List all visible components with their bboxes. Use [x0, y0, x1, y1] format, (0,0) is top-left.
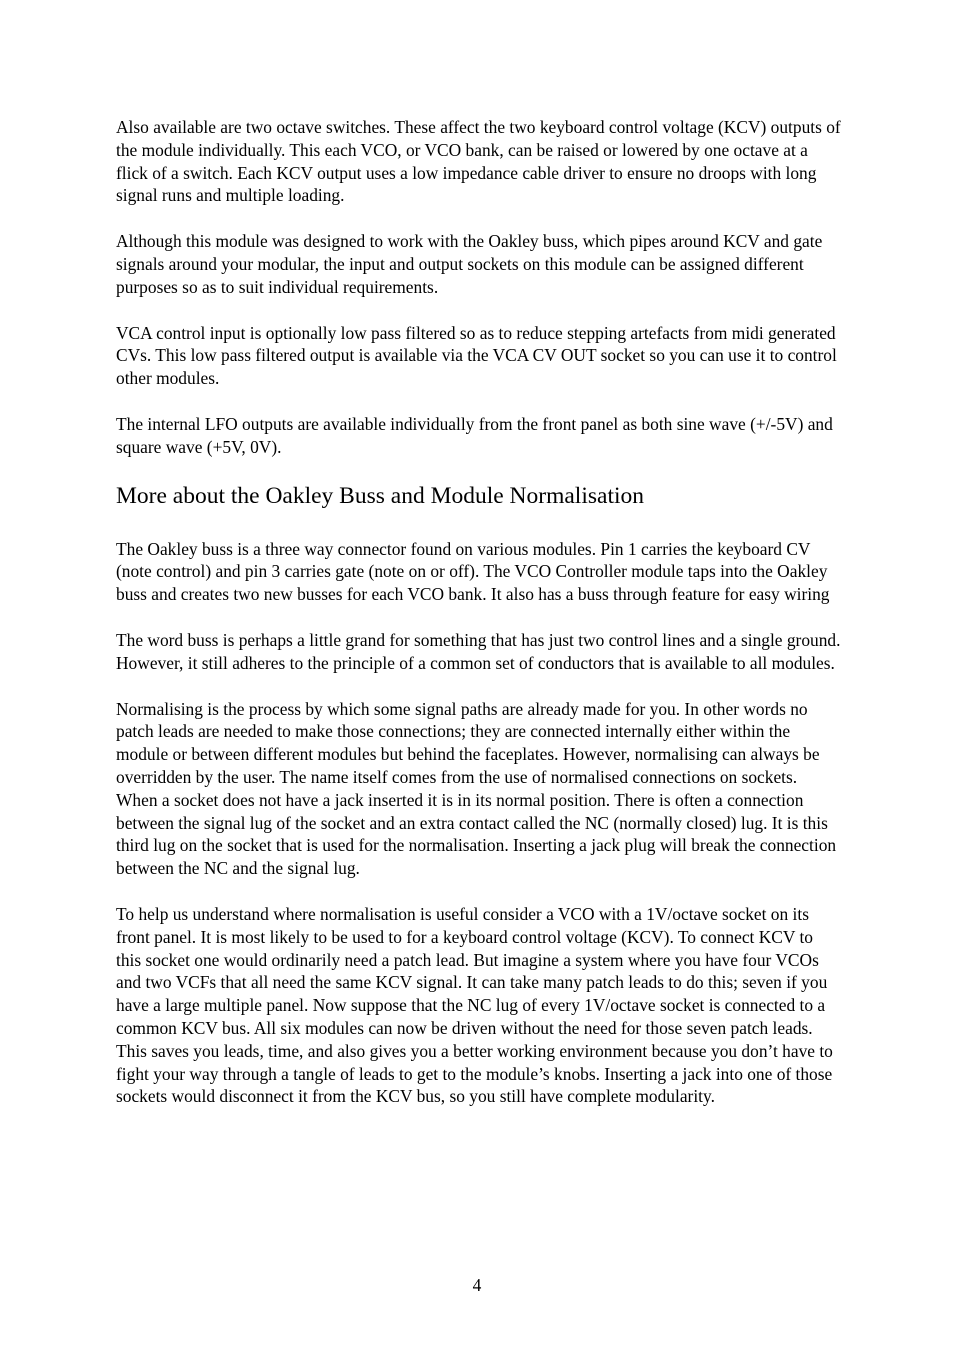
paragraph-normalisation-example: To help us understand where normalisation is useful consider a VCO with a 1V/octave socket on its front panel. It is most likely to be used to for a keyboard control voltage (KCV). To connect KCV to this socket one would ordinarily need a patch lead. But imagine a system where you have four VCOs and two VCFs that all need the same KCV signal. It can take many patch leads to do this; seven if you have a large multiple panel. Now suppose that the NC lug of every 1V/octave socket is connected to a common KCV bus. All six modules can now be driven without the need for those seven patch leads. This saves you leads, time, and also gives you a better working environment because you don’t have to fight your way through a tangle of leads to get to the module’s knobs. Inserting a jack into one of those sockets would disconnect it from the KCV bus, so you still have complete modularity. [116, 903, 833, 1107]
paragraph-oakley-buss-design: Although this module was designed to work with the Oakley buss, which pipes around KCV and gate signals around your modular, the input and output sockets on this module can be assigned different purposes so as to suit individual requirements. [116, 231, 823, 297]
paragraph-word-buss: The word buss is perhaps a little grand for something that has just two control lines and a single ground. However, it still adheres to the principle of a common set of conductors that is available to all modules. [116, 629, 841, 673]
paragraph-octave-switches: Also available are two octave switches. These affect the two keyboard control voltage (KCV) outputs of the module individually. This each VCO, or VCO bank, can be raised or lowered by one octave at a flick of a switch. Each KCV output uses a low impedance cable driver to ensure no droops with long signal runs and multiple loading. [116, 117, 841, 206]
paragraph-normalising: Normalising is the process by which some signal paths are already made for you. In other words no patch leads are needed to make those connections; they are connected internally either within the module or between different modules but behind the faceplates. However, normalising can always be overridden by the user. The name itself comes from the use of normalised connections on sockets. When a socket does not have a jack inserted it is in its normal position. There is often a connection between the signal lug of the socket and an extra contact called the NC (normally closed) lug. It is this third lug on the socket that is used for the normalisation. Inserting a jack plug will break the connection between the NC and the signal lug. [116, 698, 837, 879]
page-content [116, 116, 842, 1131]
page-number: 4 [472, 1275, 482, 1295]
paragraph-oakley-buss-intro: The Oakley buss is a three way connector found on various modules. Pin 1 carries the keyboard CV (note control) and pin 3 carries gate (note on or off). The VCO Controller module taps into the Oakley buss and creates two new busses for each VCO bank. It also has a buss through feature for easy wiring [116, 538, 830, 605]
section-heading: More about the Oakley Buss and Module Normalisation [116, 482, 645, 509]
paragraph-vca-control: VCA control input is optionally low pass filtered so as to reduce stepping artefacts from midi generated CVs. This low pass filtered output is available via the VCA CV OUT socket so you can use it to control other modules. [116, 322, 837, 389]
paragraph-lfo-outputs: The internal LFO outputs are available individually from the front panel as both sine wave (+/-5V) and square wave (+5V, 0V). [116, 413, 833, 457]
